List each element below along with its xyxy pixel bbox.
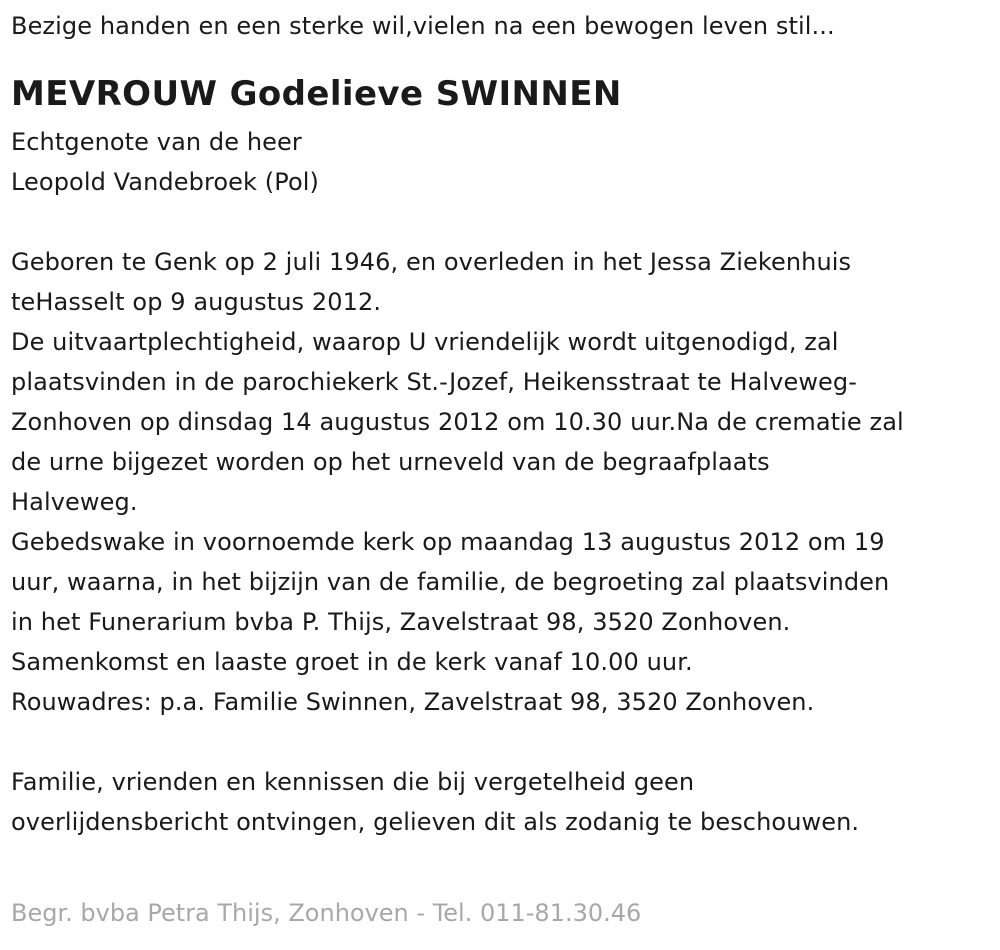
details-line: de urne bijgezet worden op het urneveld van de begraafplaats xyxy=(11,448,770,476)
spouse-line: Echtgenote van de heer xyxy=(11,128,302,156)
spouse-line: Leopold Vandebroek (Pol) xyxy=(11,168,319,196)
closing-line: Familie, vrienden en kennissen die bij vergetelheid geen xyxy=(11,768,695,796)
funeral-home-footer: Begr. bvba Petra Thijs, Zonhoven - Tel. 011-81.30.46 xyxy=(11,899,642,927)
spouse-block xyxy=(11,122,1000,202)
details-line: Zonhoven op dinsdag 14 augustus 2012 om 10.30 uur.Na de crematie zal xyxy=(11,408,904,436)
details-line: uur, waarna, in het bijzijn van de familie, de begroeting zal plaatsvinden xyxy=(11,568,890,596)
details-line: plaatsvinden in de parochiekerk St.-Jozef, Heikensstraat te Halveweg- xyxy=(11,368,858,396)
motto-line: Bezige handen en een sterke wil,vielen na een bewogen leven stil... xyxy=(11,12,835,40)
closing-block xyxy=(11,762,1000,842)
deceased-name: MEVROUW Godelieve SWINNEN xyxy=(11,74,622,114)
details-block xyxy=(11,242,1000,722)
details-line: Rouwadres: p.a. Familie Swinnen, Zavelstraat 98, 3520 Zonhoven. xyxy=(11,688,815,716)
spacer xyxy=(11,722,1000,762)
closing-line: overlijdensbericht ontvingen, gelieven dit als zodanig te beschouwen. xyxy=(11,808,860,836)
details-line: teHasselt op 9 augustus 2012. xyxy=(11,288,382,316)
details-line: De uitvaartplechtigheid, waarop U vriendelijk wordt uitgenodigd, zal xyxy=(11,328,839,356)
details-line: Halveweg. xyxy=(11,488,138,516)
details-line: Gebedswake in voornoemde kerk op maandag 13 augustus 2012 om 19 xyxy=(11,528,885,556)
spacer xyxy=(11,202,1000,242)
details-line: in het Funerarium bvba P. Thijs, Zavelstraat 98, 3520 Zonhoven. xyxy=(11,608,791,636)
details-line: Geboren te Genk op 2 juli 1946, en overleden in het Jessa Ziekenhuis xyxy=(11,248,852,276)
details-line: Samenkomst en laaste groet in de kerk vanaf 10.00 uur. xyxy=(11,648,693,676)
